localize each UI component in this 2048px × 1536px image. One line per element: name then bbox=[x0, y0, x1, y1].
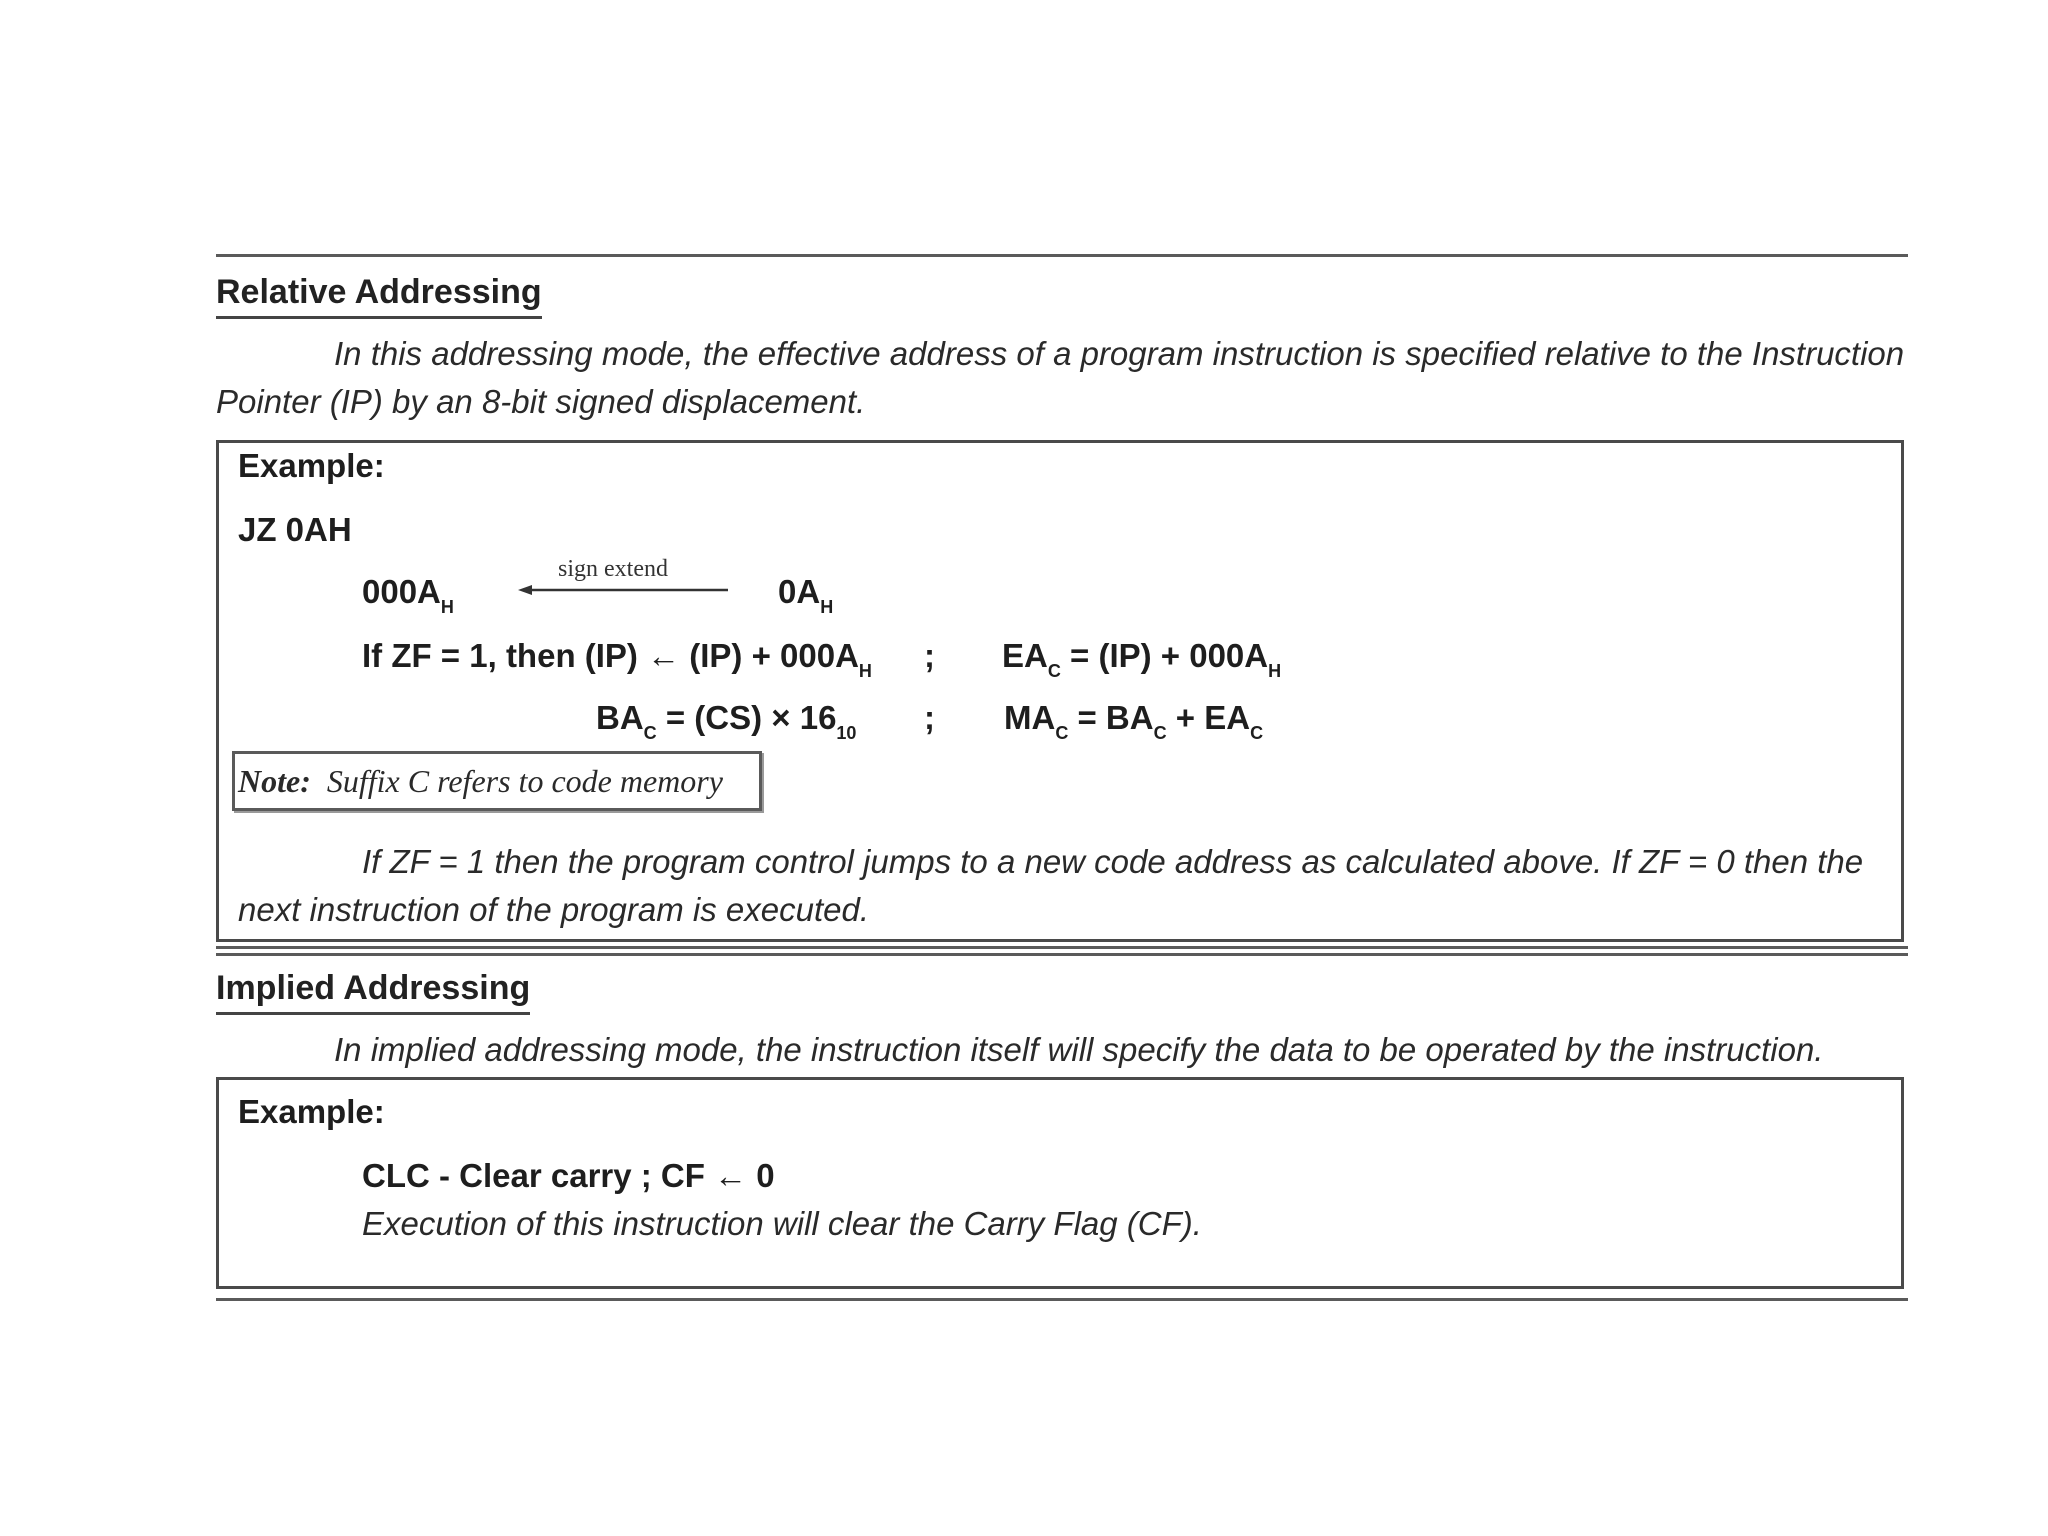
sign-extend-arrow bbox=[516, 580, 730, 600]
bottom-rule bbox=[216, 1298, 1908, 1301]
memory-address-expression: $MA_C = BA_C + EA_C$ bbox=[1004, 699, 1264, 743]
relative-intro-line2: Pointer (IP) by an 8-bit signed displacement. bbox=[216, 383, 866, 420]
relative-explain-line1: If ZF = 1 then the program control jumps to a new code address as calculated above. If ZF = 0 then the bbox=[362, 843, 1864, 880]
note-text: Note: Suffix C refers to code memory bbox=[238, 763, 723, 799]
implied-intro: In implied addressing mode, the instruction itself will specify the data to be operated by the instruction. bbox=[334, 1031, 1824, 1068]
relative-explain-line2: next instruction of the program is executed. bbox=[238, 891, 869, 928]
implied-example-label: Example: bbox=[238, 1093, 385, 1130]
ip-update-expression: If ZF = 1, then (IP) ← $(IP) + 000A_H$ bbox=[362, 637, 872, 681]
line2-separator: ; bbox=[924, 699, 935, 736]
displacement-value: $0A_H$ bbox=[778, 573, 834, 617]
relative-instruction: JZ 0AH bbox=[238, 511, 352, 548]
base-address-expression: $BA_C = (CS) \times 16_{10}$ bbox=[596, 699, 857, 743]
top-rule bbox=[216, 254, 1908, 257]
implied-description: Execution of this instruction will clear the Carry Flag (CF). bbox=[362, 1205, 1202, 1242]
relative-addressing-heading: Relative Addressing bbox=[216, 272, 542, 319]
line1-separator: ; bbox=[924, 637, 935, 674]
section-divider-2 bbox=[216, 953, 1908, 956]
relative-intro-line1: In this addressing mode, the effective address of a program instruction is specified relative to the Instruction bbox=[334, 335, 1905, 372]
relative-example-label: Example: bbox=[238, 447, 385, 484]
implied-instruction: CLC - Clear carry ; CF ← 0 bbox=[362, 1157, 775, 1194]
sign-extend-label: sign extend bbox=[558, 556, 668, 582]
section-divider-1 bbox=[216, 946, 1908, 949]
sign-extended-value: $000A_H$ bbox=[362, 573, 454, 617]
implied-addressing-heading: Implied Addressing bbox=[216, 968, 530, 1015]
effective-address-expression: $EA_C = (IP) + 000A_H$ bbox=[1002, 637, 1282, 681]
note-label: Note: bbox=[238, 763, 311, 799]
